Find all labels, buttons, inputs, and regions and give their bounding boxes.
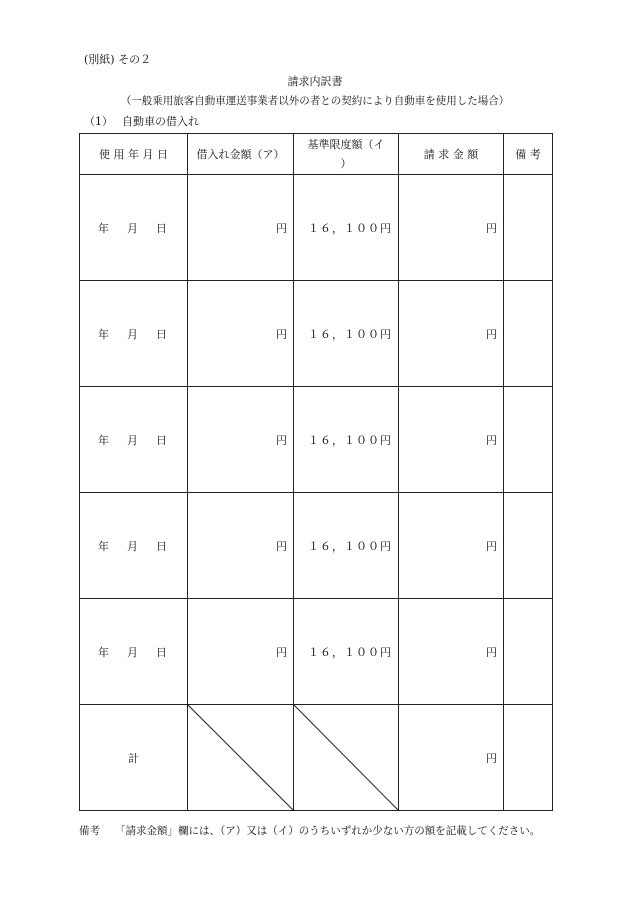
limit-amount-cell: １６，１００円 [294, 281, 399, 387]
claim-amount-cell[interactable]: 円 [399, 281, 504, 387]
section-number: （1） [84, 115, 113, 128]
total-label: 計 [80, 705, 188, 811]
header-date: 使 用 年 月 日 [80, 134, 188, 175]
remarks-cell[interactable] [504, 175, 553, 281]
rent-amount-cell[interactable]: 円 [188, 599, 294, 705]
section-heading [84, 113, 199, 129]
limit-amount-cell: １６，１００円 [294, 387, 399, 493]
annex-label: (別紙) その２ [84, 53, 152, 66]
month-label: 月 [127, 539, 140, 553]
rent-amount-cell[interactable]: 円 [188, 493, 294, 599]
header-limit-amount [294, 134, 399, 175]
rent-amount-cell[interactable]: 円 [188, 387, 294, 493]
claim-amount-cell[interactable]: 円 [399, 387, 504, 493]
table-row [80, 175, 553, 281]
date-cell[interactable] [80, 175, 188, 281]
month-label: 月 [127, 221, 140, 235]
footnote [79, 823, 540, 838]
rent-amount-cell[interactable]: 円 [188, 175, 294, 281]
remarks-cell[interactable] [504, 281, 553, 387]
remarks-cell[interactable] [504, 387, 553, 493]
limit-amount-cell: １６，１００円 [294, 493, 399, 599]
year-label: 年 [98, 645, 111, 659]
year-label: 年 [98, 327, 111, 341]
footnote-text: 「請求金額」欄には、（ア）又は（イ）のうちいずれか少ない方の額を記載してください。 [115, 825, 541, 837]
date-cell[interactable] [80, 493, 188, 599]
year-label: 年 [98, 433, 111, 447]
day-label: 日 [156, 645, 169, 659]
claim-amount-cell[interactable]: 円 [399, 175, 504, 281]
month-label: 月 [127, 433, 140, 447]
month-label: 月 [127, 327, 140, 341]
header-claim-amount: 請 求 金 額 [399, 134, 504, 175]
day-label: 日 [156, 433, 169, 447]
limit-total-crossed-cell [294, 705, 399, 811]
footnote-label: 備考 [79, 825, 100, 837]
total-row [80, 705, 553, 811]
day-label: 日 [156, 539, 169, 553]
month-label: 月 [127, 645, 140, 659]
header-rent-amount: 借入れ金額（ア） [188, 134, 294, 175]
header-limit-line1: 基準限度額（イ [307, 138, 385, 151]
day-label: 日 [156, 221, 169, 235]
claim-total-cell[interactable]: 円 [399, 705, 504, 811]
diagonal-line [294, 705, 398, 810]
day-label: 日 [156, 327, 169, 341]
remarks-cell[interactable] [504, 493, 553, 599]
table-row [80, 493, 553, 599]
limit-amount-cell: １６，１００円 [294, 175, 399, 281]
document-subtitle: （一般乗用旅客自動車運送事業者以外の者との契約により自動車を使用した場合） [120, 95, 510, 107]
table-row [80, 281, 553, 387]
diagonal-line [188, 705, 293, 810]
remarks-total-cell[interactable] [504, 705, 553, 811]
year-label: 年 [98, 539, 111, 553]
section-label: 自動車の借入れ [122, 115, 199, 128]
header-remarks: 備 考 [504, 134, 553, 175]
date-cell[interactable] [80, 281, 188, 387]
claim-amount-cell[interactable]: 円 [399, 493, 504, 599]
document-title: 請求内訳書 [287, 75, 343, 88]
date-cell[interactable] [80, 599, 188, 705]
claim-amount-cell[interactable]: 円 [399, 599, 504, 705]
table-header-row [80, 134, 553, 175]
remarks-cell[interactable] [504, 599, 553, 705]
table-row [80, 387, 553, 493]
year-label: 年 [98, 221, 111, 235]
table-row [80, 599, 553, 705]
claim-breakdown-table [79, 133, 553, 811]
date-cell[interactable] [80, 387, 188, 493]
header-limit-line2: ） [340, 157, 352, 170]
rent-amount-cell[interactable]: 円 [188, 281, 294, 387]
limit-amount-cell: １６，１００円 [294, 599, 399, 705]
rent-total-crossed-cell [188, 705, 294, 811]
